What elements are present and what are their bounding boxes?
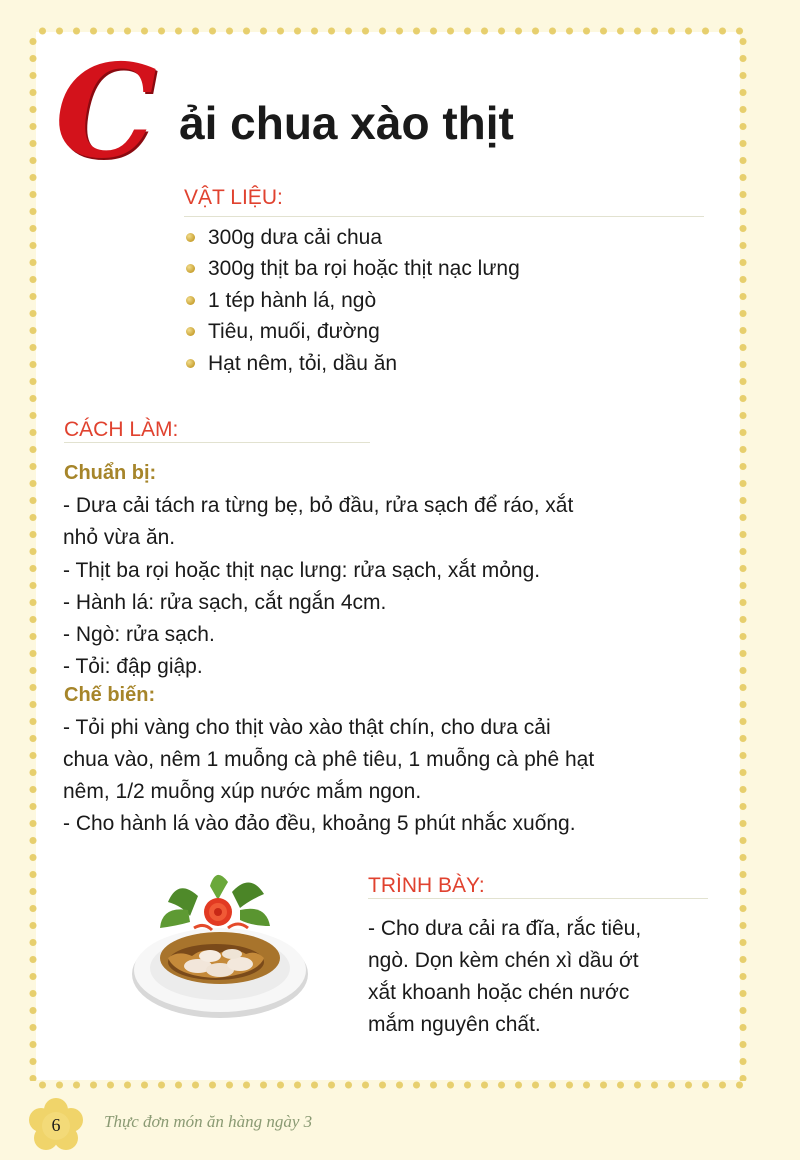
presentation-heading-rule <box>368 898 708 899</box>
dotted-border-bottom <box>34 1081 746 1089</box>
prep-line: - Dưa cải tách ra từng bẹ, bỏ đầu, rửa sạch để ráo, xắt <box>63 494 574 517</box>
dotted-border-top <box>34 27 746 35</box>
list-item: Tiêu, muối, đường <box>186 316 520 347</box>
presentation-heading: TRÌNH BÀY: <box>368 874 485 897</box>
prep-line: nhỏ vừa ăn. <box>63 526 176 549</box>
list-item: 300g dưa cải chua <box>186 222 520 253</box>
method-heading-rule <box>64 442 370 443</box>
cook-line: - Tỏi phi vàng cho thịt vào xào thật chín, cho dưa cải <box>63 716 551 739</box>
list-item: 300g thịt ba rọi hoặc thịt nạc lưng <box>186 253 520 284</box>
dotted-border-left <box>29 33 37 1081</box>
bullet-icon <box>186 233 195 242</box>
dotted-border-right <box>739 33 747 1081</box>
prep-line: - Thịt ba rọi hoặc thịt nạc lưng: rửa sạch, xắt mỏng. <box>63 559 541 582</box>
bullet-icon <box>186 296 195 305</box>
recipe-title <box>55 37 755 190</box>
book-title: Thực đơn món ăn hàng ngày 3 <box>104 1112 313 1131</box>
cook-line: - Cho hành lá vào đảo đều, khoảng 5 phút nhắc xuống. <box>63 812 576 835</box>
title-initial-letter: C <box>55 37 157 187</box>
list-item: Hạt nêm, tỏi, dầu ăn <box>186 348 520 379</box>
prep-line: - Ngò: rửa sạch. <box>63 623 215 646</box>
cook-subheading: Chế biến: <box>64 684 156 706</box>
ingredients-heading-rule <box>184 216 704 217</box>
cook-line: chua vào, nêm 1 muỗng cà phê tiêu, 1 muỗng cà phê hạt <box>63 748 595 771</box>
prep-subheading: Chuẩn bị: <box>64 462 157 484</box>
presentation-line: xắt khoanh hoặc chén nước <box>368 981 630 1004</box>
title-text: ải chua xào thịt <box>179 97 514 149</box>
page-number: 6 <box>51 1115 61 1135</box>
method-heading: CÁCH LÀM: <box>64 418 179 441</box>
bullet-icon <box>186 359 195 368</box>
prep-line: - Hành lá: rửa sạch, cắt ngắn 4cm. <box>63 591 387 614</box>
presentation-line: ngò. Dọn kèm chén xì dầu ớt <box>368 949 639 972</box>
ingredient-list <box>186 222 520 379</box>
presentation-line: mắm nguyên chất. <box>368 1013 541 1036</box>
bullet-icon <box>186 264 195 273</box>
presentation-line: - Cho dưa cải ra đĩa, rắc tiêu, <box>368 917 642 940</box>
ingredients-heading: VẬT LIỆU: <box>184 186 283 209</box>
bullet-icon <box>186 327 195 336</box>
list-item: 1 tép hành lá, ngò <box>186 285 520 316</box>
cook-line: nêm, 1/2 muỗng xúp nước mắm ngon. <box>63 780 422 803</box>
dish-photo <box>128 866 310 1026</box>
prep-line: - Tỏi: đập giập. <box>63 655 203 678</box>
